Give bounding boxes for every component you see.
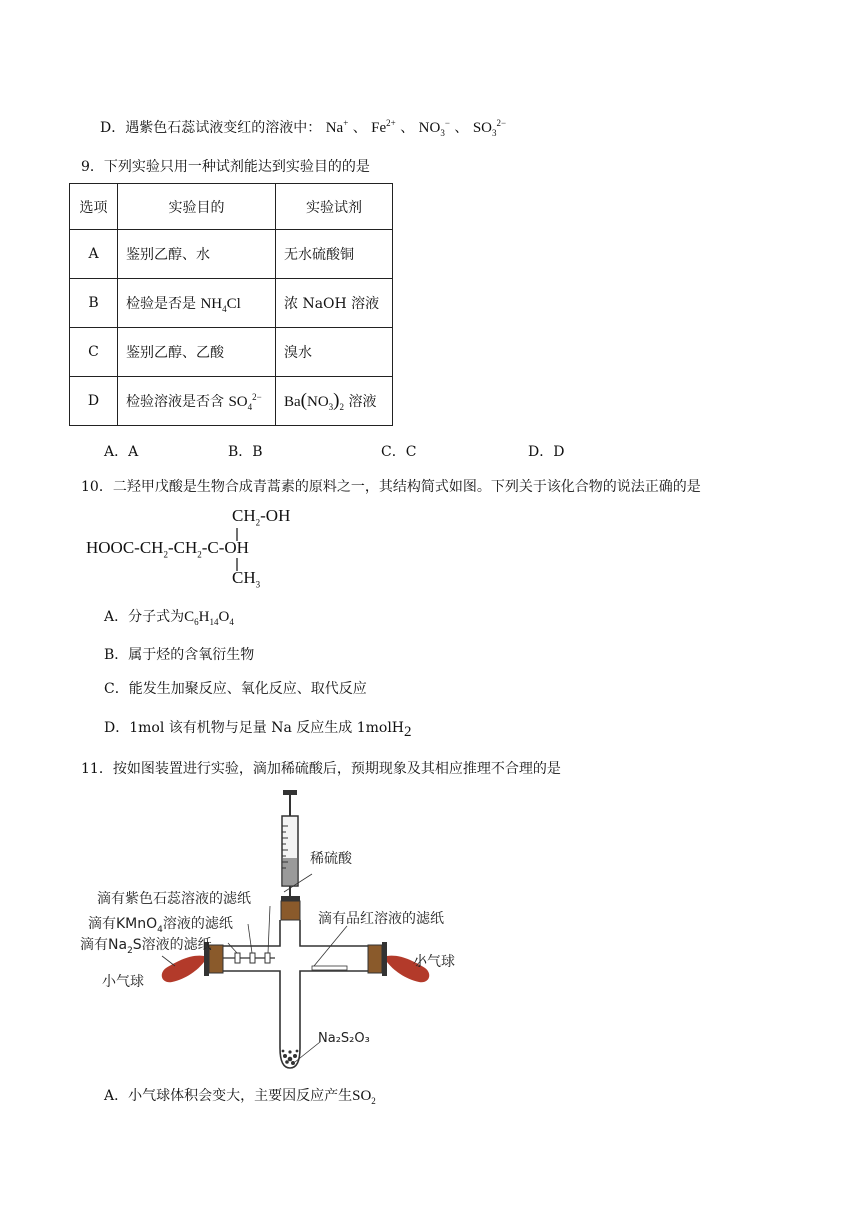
q9-answer-d: D．D: [528, 444, 565, 460]
row-purpose: 检验是否是: [126, 296, 196, 312]
row-purpose-cell: [118, 377, 276, 426]
structure-main-chain: HOOC-$CH_2-CH_2-C-OH$: [86, 538, 249, 560]
q10-option-b: B．属于烃的含氧衍生物: [104, 647, 255, 663]
q11-stem: 11．按如图装置进行实验，滴加稀硫酸后，预期现象及其相应推理不合理的是: [81, 761, 561, 777]
structure-bonds: [86, 506, 326, 590]
q8-ion-fe: $Fe^{2+}$: [371, 118, 396, 136]
row-reagent: 无水硫酸铜: [276, 230, 393, 279]
q9-answer-c: C．C: [381, 444, 417, 460]
right-stopper: [368, 945, 382, 973]
label-acid: 稀硫酸: [310, 851, 352, 867]
table-header-row: [70, 184, 393, 230]
formula-ba-no3-2: $Ba(NO_3)_2$: [284, 390, 344, 412]
structure-bottom-group: $CH_3$: [232, 568, 261, 590]
q8-ion-so3: $SO_3^{2-}$: [472, 118, 507, 138]
q10-option-d: D．1mol 该有机物与足量 Na 反应生成 1molH$_2$: [104, 720, 412, 740]
q11-option-a: A．小气球体积会变大，主要因反应产生$SO_2$: [104, 1088, 376, 1106]
header-option: 选项: [70, 184, 118, 230]
row-option: A: [70, 230, 118, 279]
structure-top-group: $CH_2-OH$: [232, 506, 291, 528]
row-reagent: 浓 NaOH 溶液: [276, 279, 393, 328]
q9-answer-b: B．B: [228, 444, 263, 460]
table-row: [70, 377, 393, 426]
row-option: C: [70, 328, 118, 377]
row-reagent: 溴水: [276, 328, 393, 377]
label-na2s2o3: Na₂S₂O₃: [318, 1031, 370, 1046]
q10-option-c: C．能发生加聚反应、氧化反应、取代反应: [104, 681, 367, 697]
q8-option-d: D．遇紫色石蕊试液变红的溶液中： Na+ 、 $Fe^{2+}$ 、 $NO_3^-$ 、 $SO_3^{2-}$: [100, 118, 507, 138]
table-row: [70, 328, 393, 377]
label-fuchsine-paper: 滴有品红溶液的滤纸: [318, 911, 444, 927]
header-purpose: 实验目的: [118, 184, 276, 230]
q9-answer-a: A．A: [104, 444, 139, 460]
q8-ion-na: Na+: [325, 118, 349, 136]
q8-option-d-text: D．遇紫色石蕊试液变红的溶液中：: [100, 120, 322, 136]
formula-nh4cl: $NH_4Cl$: [200, 296, 241, 314]
na2s2o3-powder: [282, 1050, 299, 1065]
header-reagent: 实验试剂: [276, 184, 393, 230]
q11-apparatus-diagram: [80, 786, 550, 1086]
left-balloon: [162, 956, 204, 983]
syringe: [281, 790, 300, 920]
formula-c6h14o4: $C_6H_{14}O_4$: [184, 609, 234, 627]
q9-stem: 9．下列实验只用一种试剂能达到实验目的的是: [81, 159, 370, 175]
row-purpose: 检验溶液是否含: [126, 394, 224, 410]
label-litmus-paper: 滴有紫色石蕊溶液的滤纸: [97, 891, 251, 907]
q8-ion-no3: $NO_3^-$: [418, 118, 450, 138]
label-balloon-left: 小气球: [102, 974, 144, 990]
formula-so2: $SO_2$: [352, 1088, 376, 1106]
table-row: [70, 279, 393, 328]
row-reagent: 溶液: [348, 394, 377, 410]
row-purpose-cell: [118, 279, 276, 328]
table-row: [70, 230, 393, 279]
label-balloon-right: 小气球: [413, 954, 455, 970]
formula-so4: $SO_4^{2-}$: [228, 392, 262, 412]
label-kmno4-paper: 滴有KMnO$_4$溶液的滤纸: [88, 916, 233, 935]
row-option: B: [70, 279, 118, 328]
row-purpose: 鉴别乙醇、水: [118, 230, 276, 279]
q10-stem: 10．二羟甲戊酸是生物合成青蒿素的原料之一，其结构简式如图。下列关于该化合物的说法正确的是: [81, 479, 701, 495]
q10-structure-formula: [86, 506, 326, 590]
q10-option-a: A．分子式为$C_6H_{14}O_4$: [104, 609, 234, 627]
label-na2s-paper: 滴有$Na_2S$溶液的滤纸: [80, 937, 212, 956]
row-option: D: [70, 377, 118, 426]
row-reagent-cell: [276, 377, 393, 426]
row-purpose: 鉴别乙醇、乙酸: [118, 328, 276, 377]
q9-table: [69, 183, 393, 426]
